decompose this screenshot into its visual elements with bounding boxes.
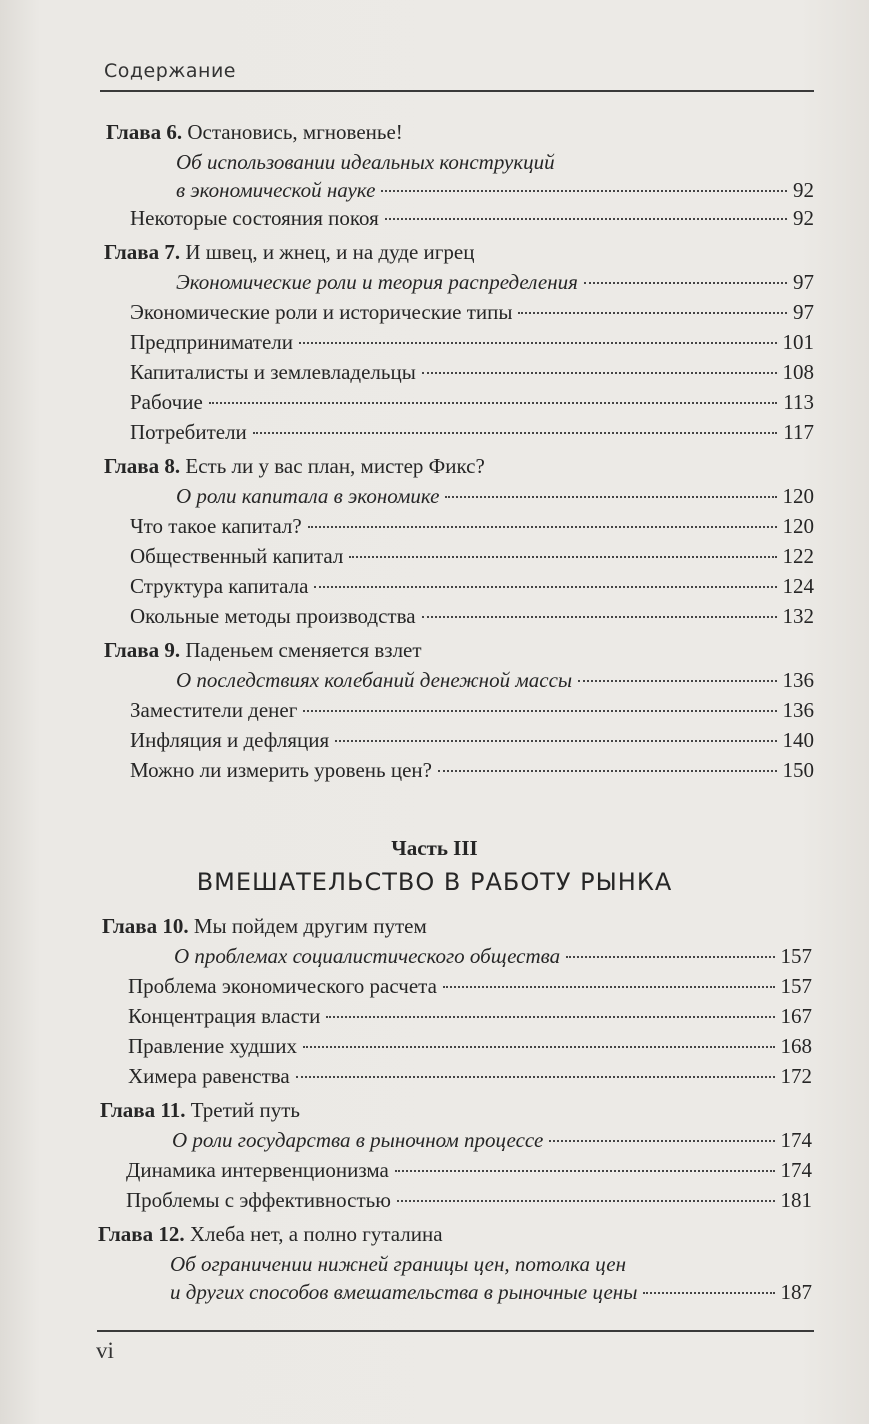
leader-dots (518, 312, 787, 314)
toc-entry[interactable] (174, 944, 812, 969)
page-number: 140 (782, 728, 814, 752)
page-number: 157 (780, 974, 812, 998)
leader-dots (385, 218, 787, 220)
page-number: 150 (782, 758, 814, 782)
page-number: 136 (782, 698, 814, 722)
toc-entry[interactable] (126, 1188, 812, 1213)
chapter-10-heading (102, 914, 427, 939)
section-title: Проблемы с эффективностью (126, 1188, 391, 1212)
section-title: Предприниматели (130, 330, 293, 354)
leader-dots (397, 1200, 775, 1202)
chapter-9-heading (104, 638, 422, 663)
toc-entry[interactable] (126, 1158, 812, 1183)
chapter-12-heading (98, 1222, 443, 1247)
section-title: Проблема экономического расчета (128, 974, 437, 998)
toc-entry[interactable] (130, 206, 814, 231)
running-head: Содержание (104, 60, 236, 82)
page-number: 157 (780, 944, 812, 968)
toc-entry[interactable] (130, 728, 814, 753)
chapter-8-heading (104, 454, 485, 479)
page-number: 92 (793, 206, 814, 230)
leader-dots (443, 986, 775, 988)
page-number: 92 (793, 178, 814, 202)
section-title: Можно ли измерить уровень цен? (130, 758, 432, 782)
page-number: 187 (780, 1280, 812, 1304)
page-number: 120 (782, 484, 814, 508)
section-title: Окольные методы производства (130, 604, 416, 628)
leader-dots (422, 616, 777, 618)
leader-dots (566, 956, 774, 958)
toc-entry[interactable] (176, 270, 814, 295)
chapter-12-subtitle-line-2: и других способов вмешательства в рыночные цены (170, 1280, 638, 1304)
chapter-title: Паденьем сменяется взлет (185, 638, 422, 662)
leader-dots (578, 680, 776, 682)
leader-dots (308, 526, 777, 528)
leader-dots (549, 1140, 774, 1142)
chapter-title: Есть ли у вас план, мистер Фикс? (185, 454, 485, 478)
page-number: 101 (782, 330, 814, 354)
chapter-title: Хлеба нет, а полно гуталина (189, 1222, 443, 1246)
leader-dots (314, 586, 776, 588)
section-title: Экономические роли и исторические типы (130, 300, 513, 324)
toc-entry[interactable] (130, 758, 814, 783)
toc-entry[interactable] (172, 1128, 812, 1153)
leader-dots (303, 710, 776, 712)
page-number: 136 (782, 668, 814, 692)
toc-entry[interactable] (130, 360, 814, 385)
leader-dots (445, 496, 776, 498)
page-number: 113 (783, 390, 814, 414)
section-title: Инфляция и дефляция (130, 728, 330, 752)
toc-entry[interactable] (128, 1034, 812, 1059)
leader-dots (299, 342, 777, 344)
toc-entry[interactable] (130, 544, 814, 569)
page-number: 122 (782, 544, 814, 568)
leader-dots (326, 1016, 774, 1018)
leader-dots (209, 402, 778, 404)
section-title: Рабочие (130, 390, 203, 414)
section-title: Заместители денег (130, 698, 298, 722)
toc-entry[interactable] (128, 974, 812, 999)
section-title: Концентрация власти (128, 1004, 321, 1028)
chapter-7-heading (104, 240, 474, 265)
chapter-subtitle: О роли капитала в экономике (176, 484, 440, 508)
toc-entry[interactable] (130, 574, 814, 599)
leader-dots (643, 1292, 774, 1294)
leader-dots (422, 372, 777, 374)
section-title: Что такое капитал? (130, 514, 302, 538)
chapter-prefix: Глава 8. (104, 454, 181, 478)
leader-dots (296, 1076, 775, 1078)
page-number: 124 (782, 574, 814, 598)
chapter-6-subtitle-line-2: в экономической науке (176, 178, 376, 202)
section-title: Правление худших (128, 1034, 297, 1058)
page-number: 120 (782, 514, 814, 538)
chapter-title: И швец, и жнец, и на дуде игрец (185, 240, 475, 264)
footer-rule (97, 1330, 814, 1332)
leader-dots (584, 282, 787, 284)
chapter-prefix: Глава 7. (104, 240, 181, 264)
toc-entry[interactable] (130, 698, 814, 723)
leader-dots (335, 740, 776, 742)
leader-dots (253, 432, 777, 434)
toc-entry[interactable] (130, 420, 814, 445)
toc-entry[interactable] (130, 390, 814, 415)
toc-entry[interactable] (170, 1280, 812, 1305)
chapter-subtitle: О проблемах социалистического общества (174, 944, 561, 968)
section-title: Потребители (130, 420, 247, 444)
chapter-subtitle: О роли государства в рыночном процессе (172, 1128, 544, 1152)
section-title: Структура капитала (130, 574, 309, 598)
page-number: 168 (780, 1034, 812, 1058)
page-number: 167 (780, 1004, 812, 1028)
chapter-prefix: Глава 9. (104, 638, 181, 662)
page-folio: vi (96, 1338, 114, 1363)
leader-dots (303, 1046, 775, 1048)
chapter-title: Мы пойдем другим путем (193, 914, 427, 938)
section-title: Некоторые состояния покоя (130, 206, 379, 230)
leader-dots (381, 190, 787, 192)
section-title: Капиталисты и землевладельцы (130, 360, 416, 384)
leader-dots (395, 1170, 775, 1172)
chapter-title: Третий путь (190, 1098, 300, 1122)
page-number: 97 (793, 300, 814, 324)
part-title: ВМЕШАТЕЛЬСТВО В РАБОТУ РЫНКА (196, 868, 673, 896)
toc-entry[interactable] (130, 604, 814, 629)
page-number: 181 (780, 1188, 812, 1212)
toc-entry[interactable] (128, 1004, 812, 1029)
toc-entry[interactable] (128, 1064, 812, 1089)
chapter-prefix: Глава 10. (102, 914, 189, 938)
toc-entry[interactable] (130, 514, 814, 539)
section-title: Общественный капитал (130, 544, 344, 568)
chapter-6-heading (106, 120, 403, 145)
section-title: Динамика интервенционизма (126, 1158, 389, 1182)
page-number: 132 (782, 604, 814, 628)
section-title: Химера равенства (128, 1064, 290, 1088)
toc-entry[interactable] (130, 300, 814, 325)
chapter-subtitle: О последствиях колебаний денежной массы (176, 668, 573, 692)
toc-entry[interactable] (176, 484, 814, 509)
page-number: 117 (783, 420, 814, 444)
chapter-11-heading (100, 1098, 300, 1123)
page-number: 172 (780, 1064, 812, 1088)
chapter-title: Остановись, мгновенье! (187, 120, 403, 144)
header-rule (100, 90, 814, 92)
part-label: Часть III (391, 836, 478, 860)
chapter-subtitle: Экономические роли и теория распределения (176, 270, 578, 294)
page-number: 174 (780, 1128, 812, 1152)
toc-entry[interactable] (176, 668, 814, 693)
chapter-prefix: Глава 11. (100, 1098, 186, 1122)
page-number: 174 (780, 1158, 812, 1182)
toc-entry[interactable] (130, 330, 814, 355)
page-number: 108 (782, 360, 814, 384)
leader-dots (438, 770, 777, 772)
toc-entry[interactable] (176, 178, 814, 203)
page-number: 97 (793, 270, 814, 294)
chapter-prefix: Глава 12. (98, 1222, 185, 1246)
chapter-12-subtitle-line-1: Об ограничении нижней границы цен, потолка цен (170, 1252, 626, 1276)
chapter-prefix: Глава 6. (106, 120, 183, 144)
leader-dots (349, 556, 776, 558)
chapter-6-subtitle-line-1: Об использовании идеальных конструкций (176, 150, 555, 174)
